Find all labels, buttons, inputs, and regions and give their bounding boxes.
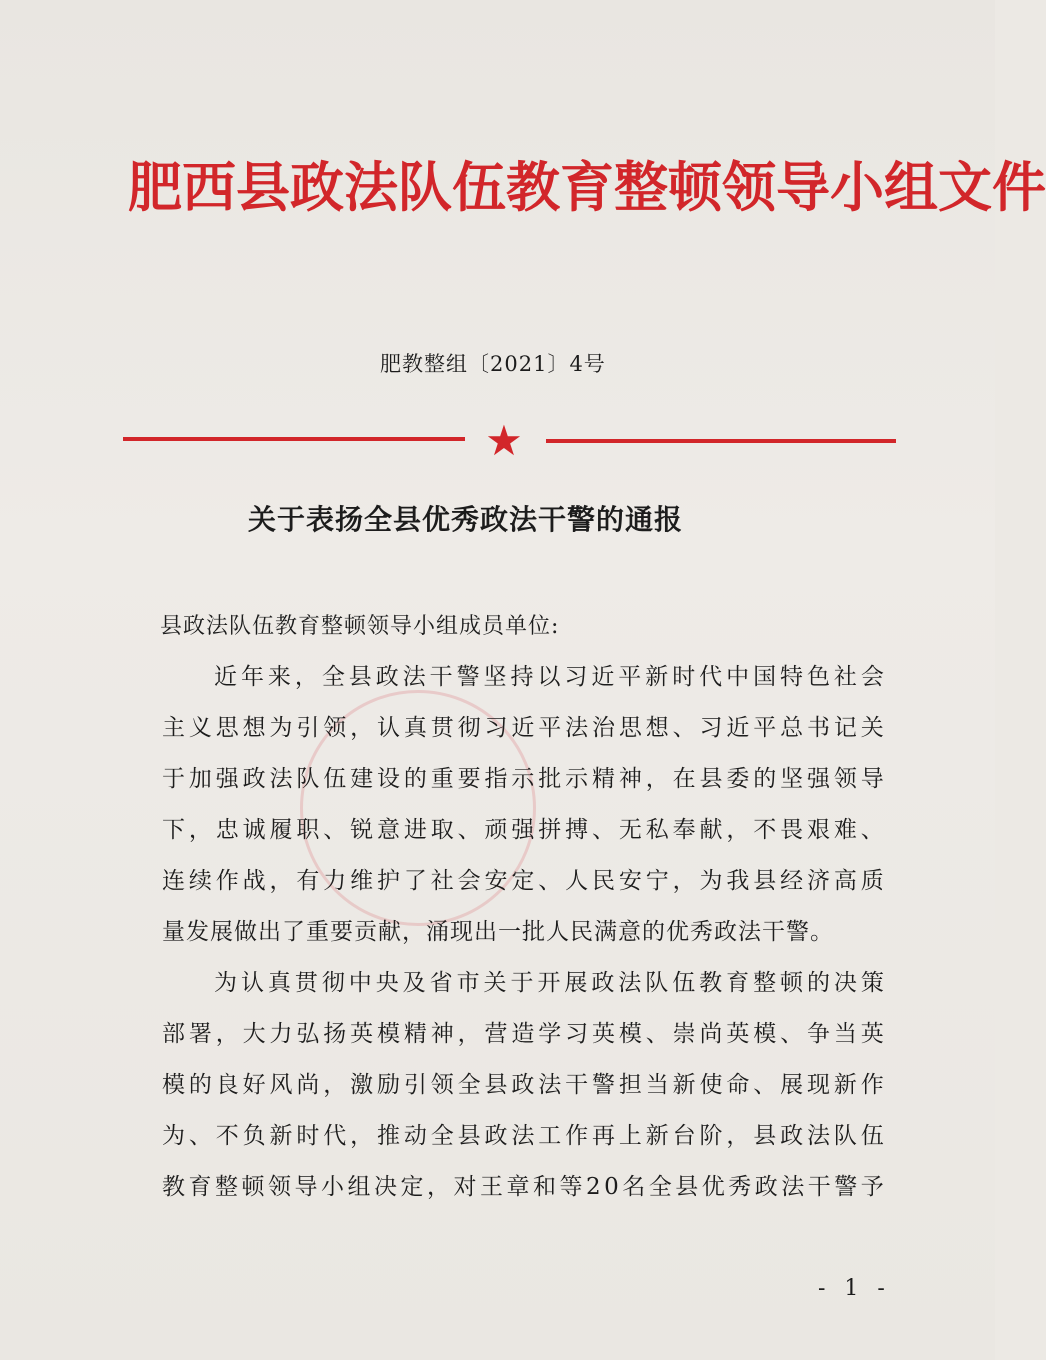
text-line: 为 、 不 负 新 时 代 ， 推 动 全 县 政 法 工 作 再 上 新 台 阶 ， 县 政 法 队 伍 xyxy=(162,1123,884,1149)
text-line: 部 署 ， 大 力 弘 扬 英 模 精 神 ， 营 造 学 习 英 模 、 崇 尚 英 模 、 争 当 英 xyxy=(162,1021,884,1047)
star-icon: ★ xyxy=(485,416,523,465)
document-header-title: 肥 西 县 政 法 队 伍 教 育 整 顿 领 导 小 组 文 件 xyxy=(128,155,1046,219)
text-line: 教 育 整 顿 领 导 小 组 决 定 ， 对 王 章 和 等 2 0 名 全 县 优 秀 政 法 干 警 予 xyxy=(162,1174,884,1200)
notice-title: 关于表扬全县优秀政法干警的通报 xyxy=(248,503,684,536)
document-number: 肥教整组〔2021〕4号 xyxy=(380,352,606,376)
text-line: 下 ， 忠 诚 履 职 、 锐 意 进 取 、 顽 强 拼 搏 、 无 私 奉 献 ， 不 畏 艰 难 、 xyxy=(162,817,884,843)
red-divider-left xyxy=(123,437,465,441)
text-line: 为 认 真 贯 彻 中 央 及 省 市 关 于 开 展 政 法 队 伍 教 育 整 顿 的 决 策 xyxy=(214,970,884,996)
text-line: 模 的 良 好 风 尚 ， 激 励 引 领 全 县 政 法 干 警 担 当 新 使 命 、 展 现 新 作 xyxy=(162,1072,884,1098)
body-paragraph-1 xyxy=(162,652,884,958)
text-line: 量发展做出了重要贡献，涌现出一批人民满意的优秀政法干警。 xyxy=(162,919,834,945)
text-line: 于 加 强 政 法 队 伍 建 设 的 重 要 指 示 批 示 精 神 ， 在 县 委 的 坚 强 领 导 xyxy=(162,766,884,792)
text-line: 近 年 来 ， 全 县 政 法 干 警 坚 持 以 习 近 平 新 时 代 中 国 特 色 社 会 xyxy=(214,664,884,690)
text-line: 连 续 作 战 ， 有 力 维 护 了 社 会 安 定 、 人 民 安 宁 ， 为 我 县 经 济 高 质 xyxy=(162,868,884,894)
text-line: 主 义 思 想 为 引 领 ， 认 真 贯 彻 习 近 平 法 治 思 想 、 习 近 平 总 书 记 关 xyxy=(162,715,884,741)
red-divider-right xyxy=(546,439,896,443)
page-number: - 1 - xyxy=(818,1276,891,1301)
body-paragraph-2 xyxy=(162,958,884,1213)
salutation: 县政法队伍教育整顿领导小组成员单位: xyxy=(160,614,560,639)
